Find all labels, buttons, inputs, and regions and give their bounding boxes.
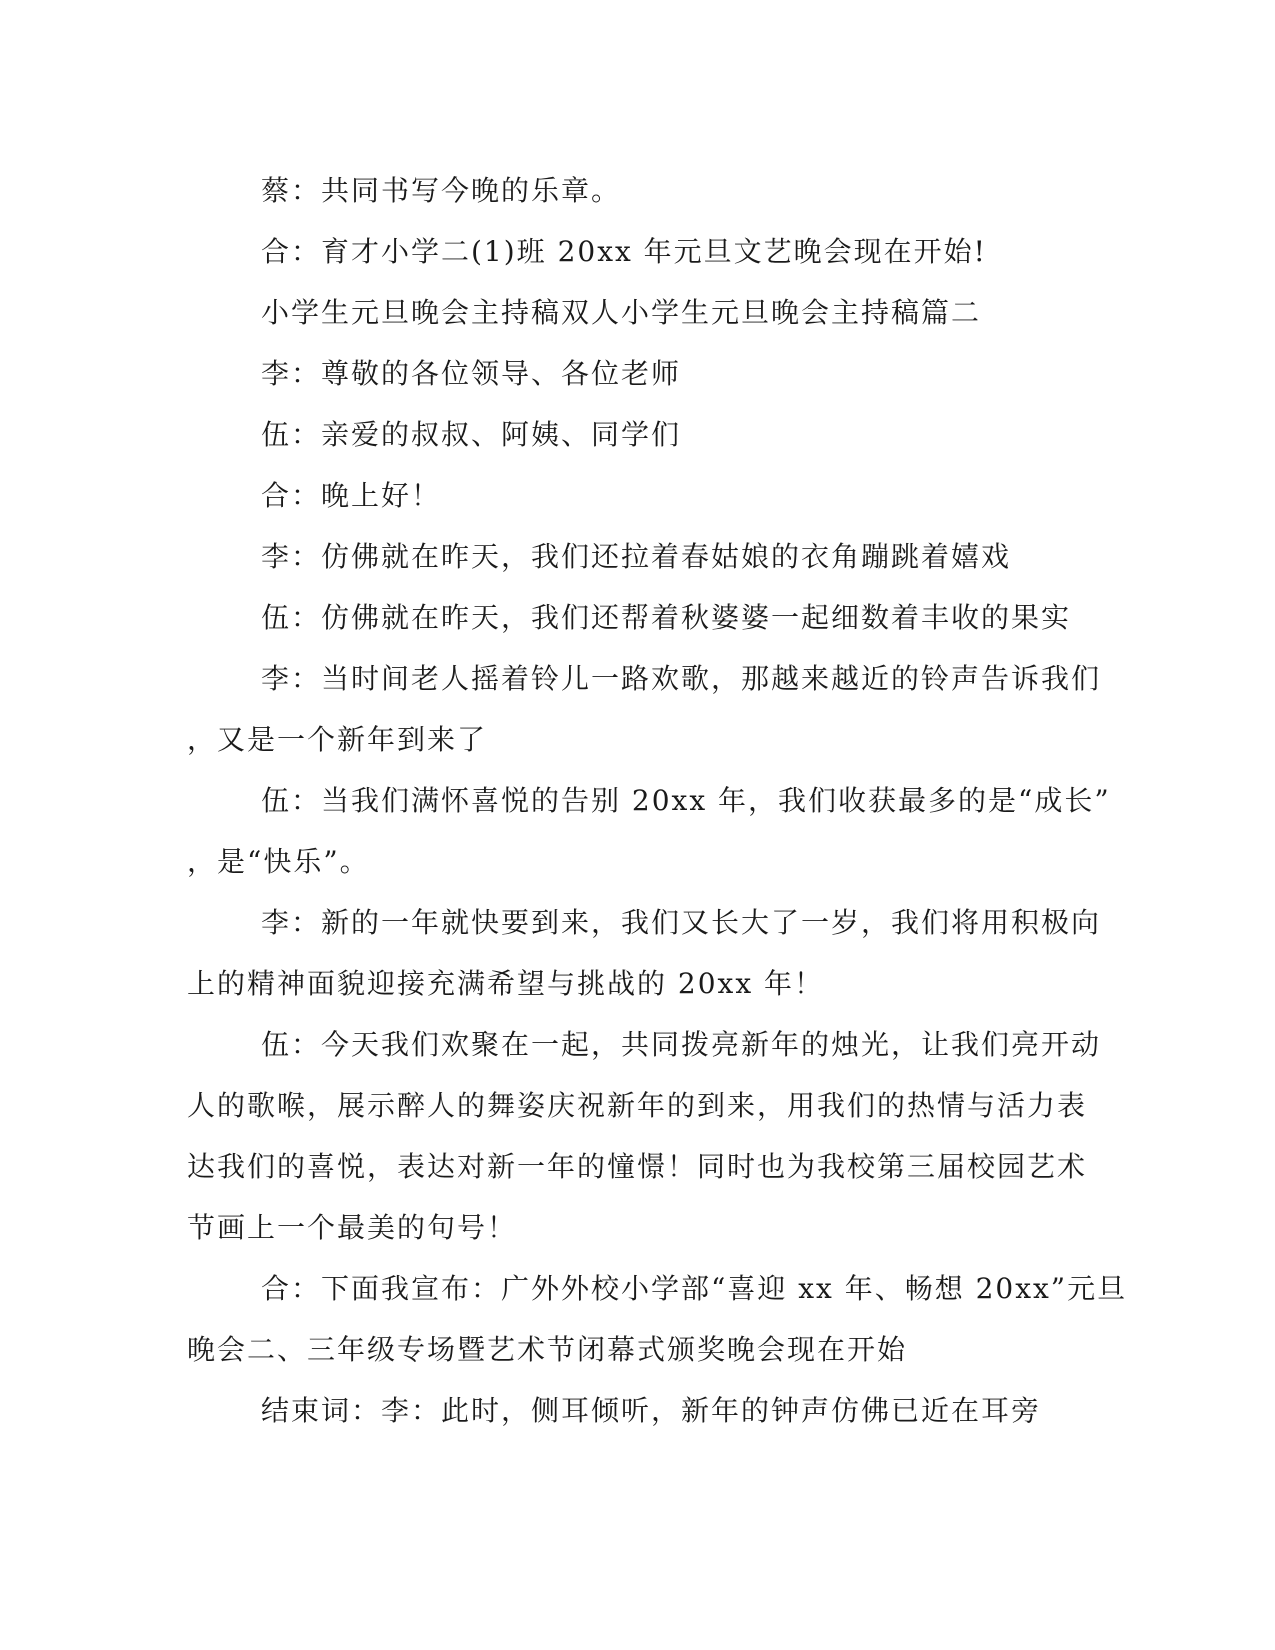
text-line: 李：当时间老人摇着铃儿一路欢歌，那越来越近的铃声告诉我们 (261, 662, 1102, 695)
text-line: ，是“快乐”。 (187, 845, 370, 878)
text-line: 节画上一个最美的句号！ (187, 1211, 518, 1244)
text-line: 上的精神面貌迎接充满希望与挑战的 20xx 年！ (187, 967, 825, 1000)
text-line: 蔡：共同书写今晚的乐章。 (261, 174, 622, 207)
text-line: 结束词：李：此时，侧耳倾听，新年的钟声仿佛已近在耳旁 (261, 1394, 1042, 1427)
text-line: 伍：今天我们欢聚在一起，共同拨亮新年的烛光，让我们亮开动 (261, 1028, 1102, 1061)
text-line: 伍：仿佛就在昨天，我们还帮着秋婆婆一起细数着丰收的果实 (261, 601, 1072, 634)
document-body (187, 160, 1128, 1441)
text-line: 李：仿佛就在昨天，我们还拉着春姑娘的衣角蹦跳着嬉戏 (261, 540, 1012, 573)
text-line: 合：晚上好！ (261, 479, 442, 512)
text-line: 伍：当我们满怀喜悦的告别 20xx 年，我们收获最多的是“成长” (261, 784, 1111, 817)
text-line: 小学生元旦晚会主持稿双人小学生元旦晚会主持稿篇二 (261, 296, 982, 329)
text-line: 晚会二、三年级专场暨艺术节闭幕式颁奖晚会现在开始 (187, 1333, 908, 1366)
text-line: ，又是一个新年到来了 (187, 723, 488, 756)
text-line: 李：新的一年就快要到来，我们又长大了一岁，我们将用积极向 (261, 906, 1102, 939)
text-line: 李：尊敬的各位领导、各位老师 (261, 357, 682, 390)
text-line: 合：下面我宣布：广外外校小学部“喜迎 xx 年、畅想 20xx”元旦 (261, 1272, 1128, 1305)
text-line: 合：育才小学二(1)班 20xx 年元旦文艺晚会现在开始! (261, 235, 987, 268)
text-line: 人的歌喉，展示醉人的舞姿庆祝新年的到来，用我们的热情与活力表 (187, 1089, 1088, 1122)
text-line: 伍：亲爱的叔叔、阿姨、同学们 (261, 418, 682, 451)
text-line: 达我们的喜悦，表达对新一年的憧憬！同时也为我校第三届校园艺术 (187, 1150, 1088, 1183)
